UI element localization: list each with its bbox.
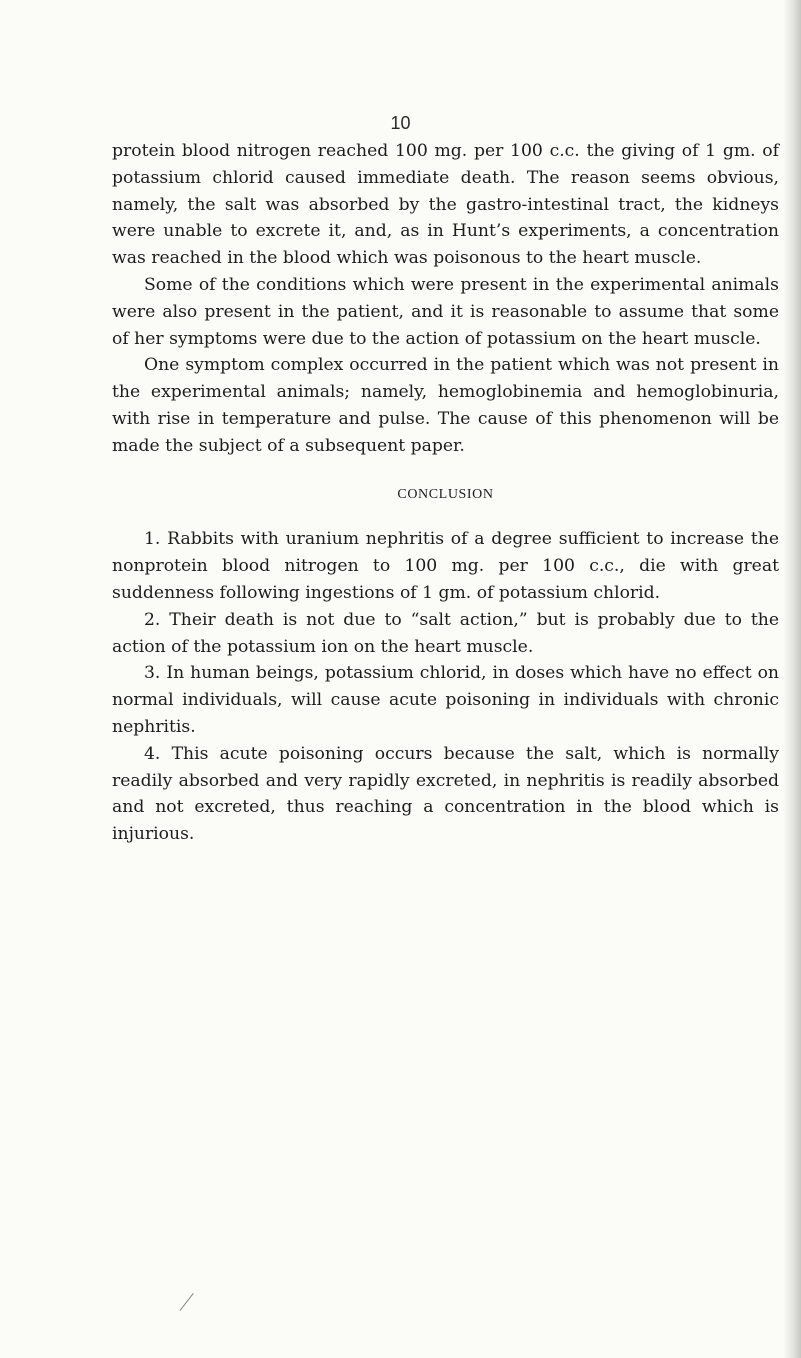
article-body: [112, 138, 779, 848]
page-number: 10: [390, 113, 411, 133]
pencil-mark: [179, 1293, 193, 1311]
paragraph-conditions: Some of the conditions which were present in the experimental animals were also present in the patient, and it is reasonable to assume that some of her symptoms were due to the action of potassium on the heart muscle.: [112, 274, 779, 349]
paragraph-continued: protein blood nitrogen reached 100 mg. per 100 c.c. the giving of 1 gm. of potassium chlorid caused immediate death. The reason seems obvious, namely, the salt was absorbed by the gastro-intestinal tract, the kidneys were unable to excrete it, and, as in Hunt’s experiments, a concentration was reached in the blood which was poisonous to the heart muscle.: [112, 141, 779, 269]
conclusion-item-2: 2. Their death is not due to “salt action,” but is probably due to the action of the potassium ion on the heart muscle.: [112, 609, 779, 657]
page-edge-shadow: [783, 0, 801, 1358]
conclusion-item-4: 4. This acute poisoning occurs because the salt, which is normally readily absorbed and very rapidly excreted, in nephritis is readily absorbed and not excreted, thus reaching a concentration in the blood which is injurious.: [112, 743, 779, 845]
conclusion-item-3: 3. In human beings, potassium chlorid, in doses which have no effect on normal individuals, will cause acute poisoning in individuals with chronic nephritis.: [112, 663, 779, 737]
paragraph-symptom-complex: One symptom complex occurred in the patient which was not present in the experimental animals; namely, hemoglobinemia and hemoglobinuria, with rise in temperature and pulse. The cause of this phenomenon will be made the subject of a subsequent paper.: [112, 355, 779, 456]
conclusion-heading: CONCLUSION: [397, 486, 494, 502]
conclusion-item-1: 1. Rabbits with uranium nephritis of a degree sufficient to increase the nonprotein blood nitrogen to 100 mg. per 100 c.c., die with great suddenness following ingestions of 1 gm. of potassium chlorid.: [112, 529, 779, 603]
